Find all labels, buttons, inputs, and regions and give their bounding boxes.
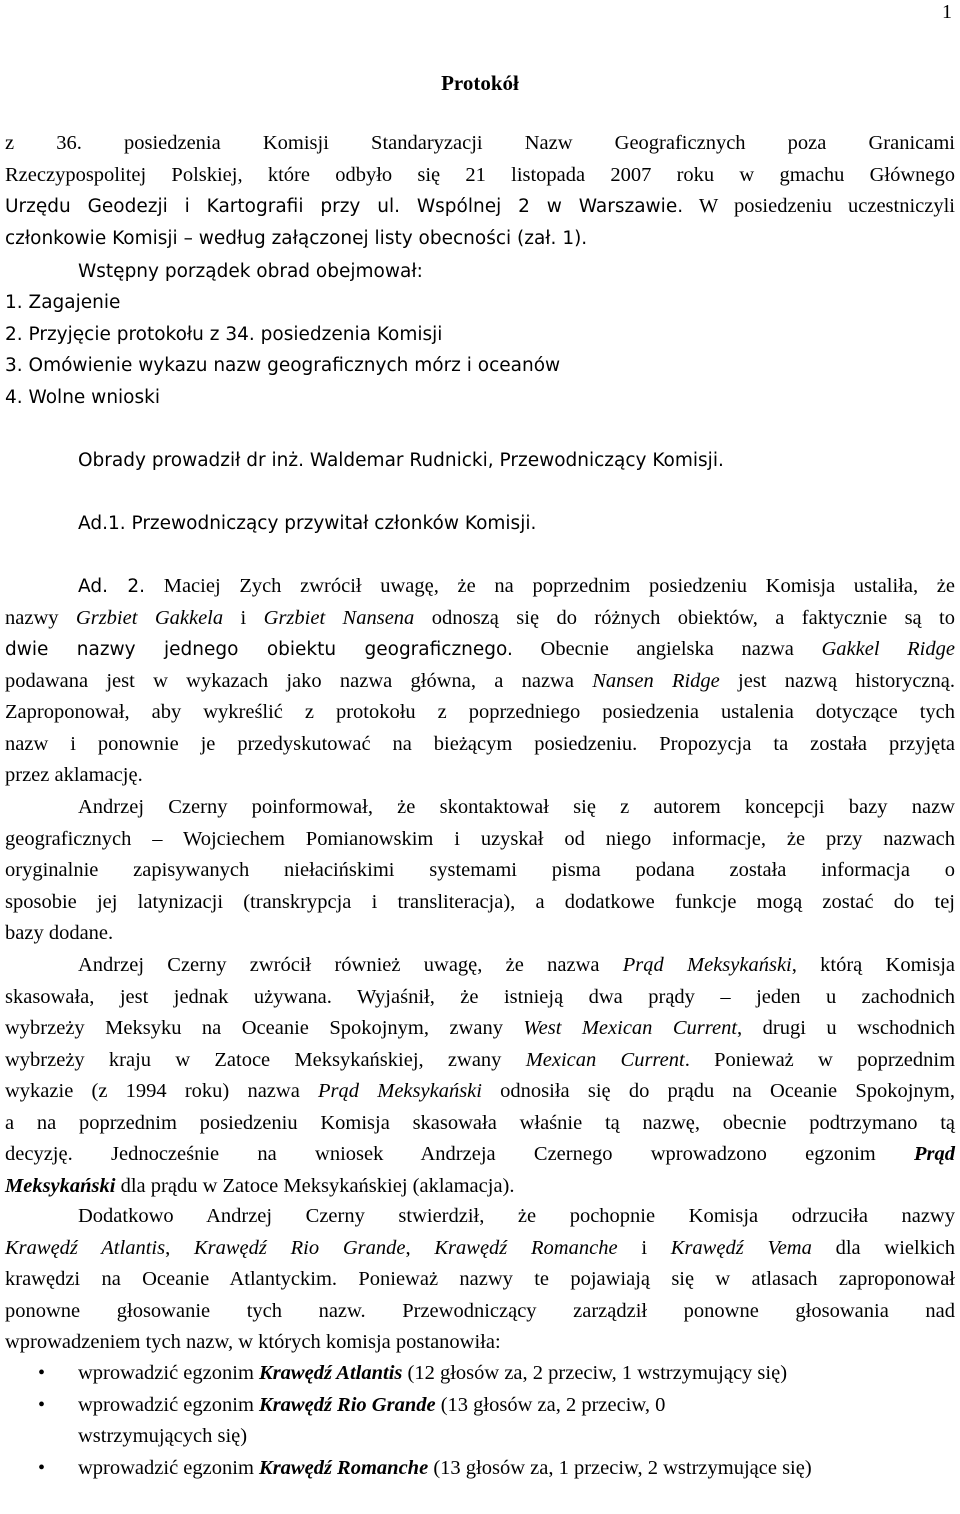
agenda-list [5,287,560,413]
vote-result: (13 głosów za, 1 przeciw, 2 wstrzymujące się) [428,1456,812,1479]
paragraph-line: ponowne głosowanie tych nazw. Przewodniczący zarządził ponowne głosowania nad [5,1299,955,1322]
name-krawedz-romanche: Krawędź Romanche [434,1236,618,1259]
agenda-heading: Wstępny porządek obrad obejmował: [78,261,423,282]
vote-text: wprowadzić egzonim [78,1456,260,1479]
intro-line: z 36. posiedzenia Komisji Standaryzacji Nazw Geograficznych poza Granicami [5,132,955,154]
ad2-line: przez aklamację. [5,764,143,786]
bullet-icon: • [38,1362,46,1384]
agenda-item: 4. Wolne wnioski [5,386,160,408]
paragraph-line: krawędzi na Oceanie Atlantyckim. Ponieważ nazwy te pojawiają się w atlasach zaproponował [5,1268,955,1290]
paragraph-line: geograficznych – Wojciechem Pomianowskim i uzyskał od niego informacje, że przy nazwach [5,827,955,850]
ad2-text: dwie nazwy jednego obiektu geograficznego. [5,639,513,660]
paragraph-line: sposobie jej latynizacji (transkrypcja i transliteracja), a dodatkowe funkcje mogą zostać do tej [5,890,955,913]
paragraph-line [5,1076,955,1108]
intro-line: członkowie Komisji – według załączonej listy obecności (zał. 1). [5,227,588,249]
paragraph-line [5,1139,955,1171]
vote-text: wprowadzić egzonim [78,1362,260,1384]
paragraph-text: , [405,1236,435,1259]
paragraph-text: odnosiła się do prądu na Oceanie Spokojnym, [481,1080,956,1102]
intro-line: Rzeczypospolitej Polskiej, które odbyło się 21 listopada 2007 roku w gmachu Głównego [5,163,955,186]
paragraph-line: wprowadzeniem tych nazw, w których komisja postanowiła: [5,1331,501,1353]
bullet-icon: • [38,1456,46,1479]
ad2-line [5,634,955,666]
current-paragraph [5,950,955,1202]
ad2-label: Ad. 2. [78,576,146,597]
vote-exonym: Krawędź Romanche [259,1456,429,1479]
ad2-text: odnoszą się do różnych obiektów, a faktycznie są to [414,606,955,629]
name-prad-meksykanski: Prąd Meksykański [622,954,792,976]
intro-text: Urzędu Geodezji i Kartografii przy ul. Wspólnej 2 w Warszawie. [5,196,684,217]
vote-item [0,1390,798,1453]
ad2-paragraph [5,571,955,792]
vote-exonym: Krawędź Rio Grande [259,1393,436,1416]
ad2-line [5,603,955,635]
paragraph-text: wykazie (z 1994 roku) nazwa [5,1080,319,1102]
ad2-line [5,666,955,698]
page-number: 1 [942,1,952,23]
name-nansen-ridge: Nansen Ridge [592,669,720,692]
intro-text: W posiedzeniu uczestniczyli [683,195,955,217]
paragraph-text: , [165,1236,194,1259]
paragraph-text: , drugi u wschodnich [737,1017,956,1039]
ad2-text: nazwy [5,606,76,629]
name-krawedz-vema: Krawędź Vema [670,1236,812,1259]
database-paragraph [5,792,955,950]
document-title: Protokół [441,71,519,95]
ridges-paragraph [5,1201,955,1359]
chair-statement: Obrady prowadził dr inż. Waldemar Rudnicki, Przewodniczący Komisji. [78,450,724,471]
paragraph-line: skasowała, jest jednak używana. Wyjaśnił, że istnieją dwa prądy – jeden u zachodnich [5,985,955,1008]
ad2-line: Zaproponował, aby wykreślić z protokołu z poprzedniego posiedzenia ustalenia dotyczące tych [5,701,955,723]
ad2-line: nazw i ponownie je przedyskutować na bieżącym posiedzeniu. Propozycja ta została przyjęta [5,732,955,755]
paragraph-line [5,1171,955,1203]
bullet-icon: • [38,1393,46,1416]
exonym-prad: Prąd [914,1143,955,1165]
name-west-mexican-current: West Mexican Current [523,1017,738,1039]
paragraph-line: bazy dodane. [5,922,114,944]
agenda-item: 3. Omówienie wykazu nazw geograficznych mórz i oceanów [5,355,561,376]
paragraph-line [5,1045,955,1077]
ad2-line [5,571,955,603]
intro-line [5,191,955,223]
paragraph-text: wybrzeży kraju w Zatoce Meksykańskiej, zwany [5,1048,526,1071]
agenda-item: 2. Przyjęcie protokołu z 34. posiedzenia Komisji [5,323,443,345]
ad2-text: Maciej Zych zwrócił uwagę, że na poprzednim posiedzeniu Komisja ustaliła, że [145,575,955,597]
name-grzbiet-gakkela: Grzbiet Gakkela [75,606,224,629]
paragraph-text: Andrzej Czerny zwrócił również uwagę, że nazwa [78,954,623,976]
ad2-text: podawana jest w wykazach jako nazwa główna, a nazwa [5,669,593,692]
name-gakkel-ridge: Gakkel Ridge [821,638,955,660]
intro-paragraph [5,128,955,254]
vote-result: (13 głosów za, 2 przeciw, 0 wstrzymujących się) [78,1393,666,1447]
vote-text: wprowadzić egzonim [78,1393,260,1416]
paragraph-line: oryginalnie zapisywanych niełacińskimi systemami pisma podana została informacja o [5,859,955,881]
name-krawedz-atlantis: Krawędź Atlantis [5,1236,166,1259]
paragraph-text: dla wielkich [811,1236,955,1259]
name-grzbiet-nansena: Grzbiet Nansena [263,606,415,629]
ad2-text: Obecnie angielska nazwa [512,638,822,660]
exonym-meksykanski: Meksykański [5,1174,116,1197]
vote-item [0,1358,955,1390]
paragraph-text: decyzję. Jednocześnie na wniosek Andrzeja Czernego wprowadzono egzonim [5,1143,914,1165]
paragraph-line: Dodatkowo Andrzej Czerny stwierdził, że pochopnie Komisja odrzuciła nazwy [78,1205,955,1227]
paragraph-line: Andrzej Czerny poinformował, że skontaktował się z autorem koncepcji bazy nazw [78,796,955,818]
vote-result: (12 głosów za, 2 przeciw, 1 wstrzymujący się) [402,1362,788,1384]
paragraph-line [5,1013,955,1045]
paragraph-text: dla prądu w Zatoce Meksykańskiej (aklamacja). [115,1174,515,1197]
name-krawedz-rio-grande: Krawędź Rio Grande [193,1236,406,1259]
ad1-statement: Ad.1. Przewodniczący przywitał członków Komisji. [78,513,537,534]
paragraph-line: a na poprzednim posiedzeniu Komisja skasowała właśnie tą nazwę, obecnie podtrzymano tą [5,1111,955,1134]
paragraph-text: wybrzeży Meksyku na Oceanie Spokojnym, zwany [5,1017,524,1039]
ad2-text: i [223,606,264,629]
vote-list [0,1358,955,1484]
agenda-item: 1. Zagajenie [5,292,121,313]
vote-exonym: Krawędź Atlantis [259,1362,403,1384]
paragraph-text: i [617,1236,671,1259]
ad2-text: jest nazwą historyczną. [719,669,955,692]
paragraph-line [5,1233,955,1265]
paragraph-text: . Ponieważ w poprzednim [684,1048,956,1071]
vote-item [0,1453,938,1485]
name-prad-meksykanski: Prąd Meksykański [318,1080,482,1102]
paragraph-line [5,950,955,982]
paragraph-text: , którą Komisja [791,954,955,976]
name-mexican-current: Mexican Current [525,1048,685,1071]
